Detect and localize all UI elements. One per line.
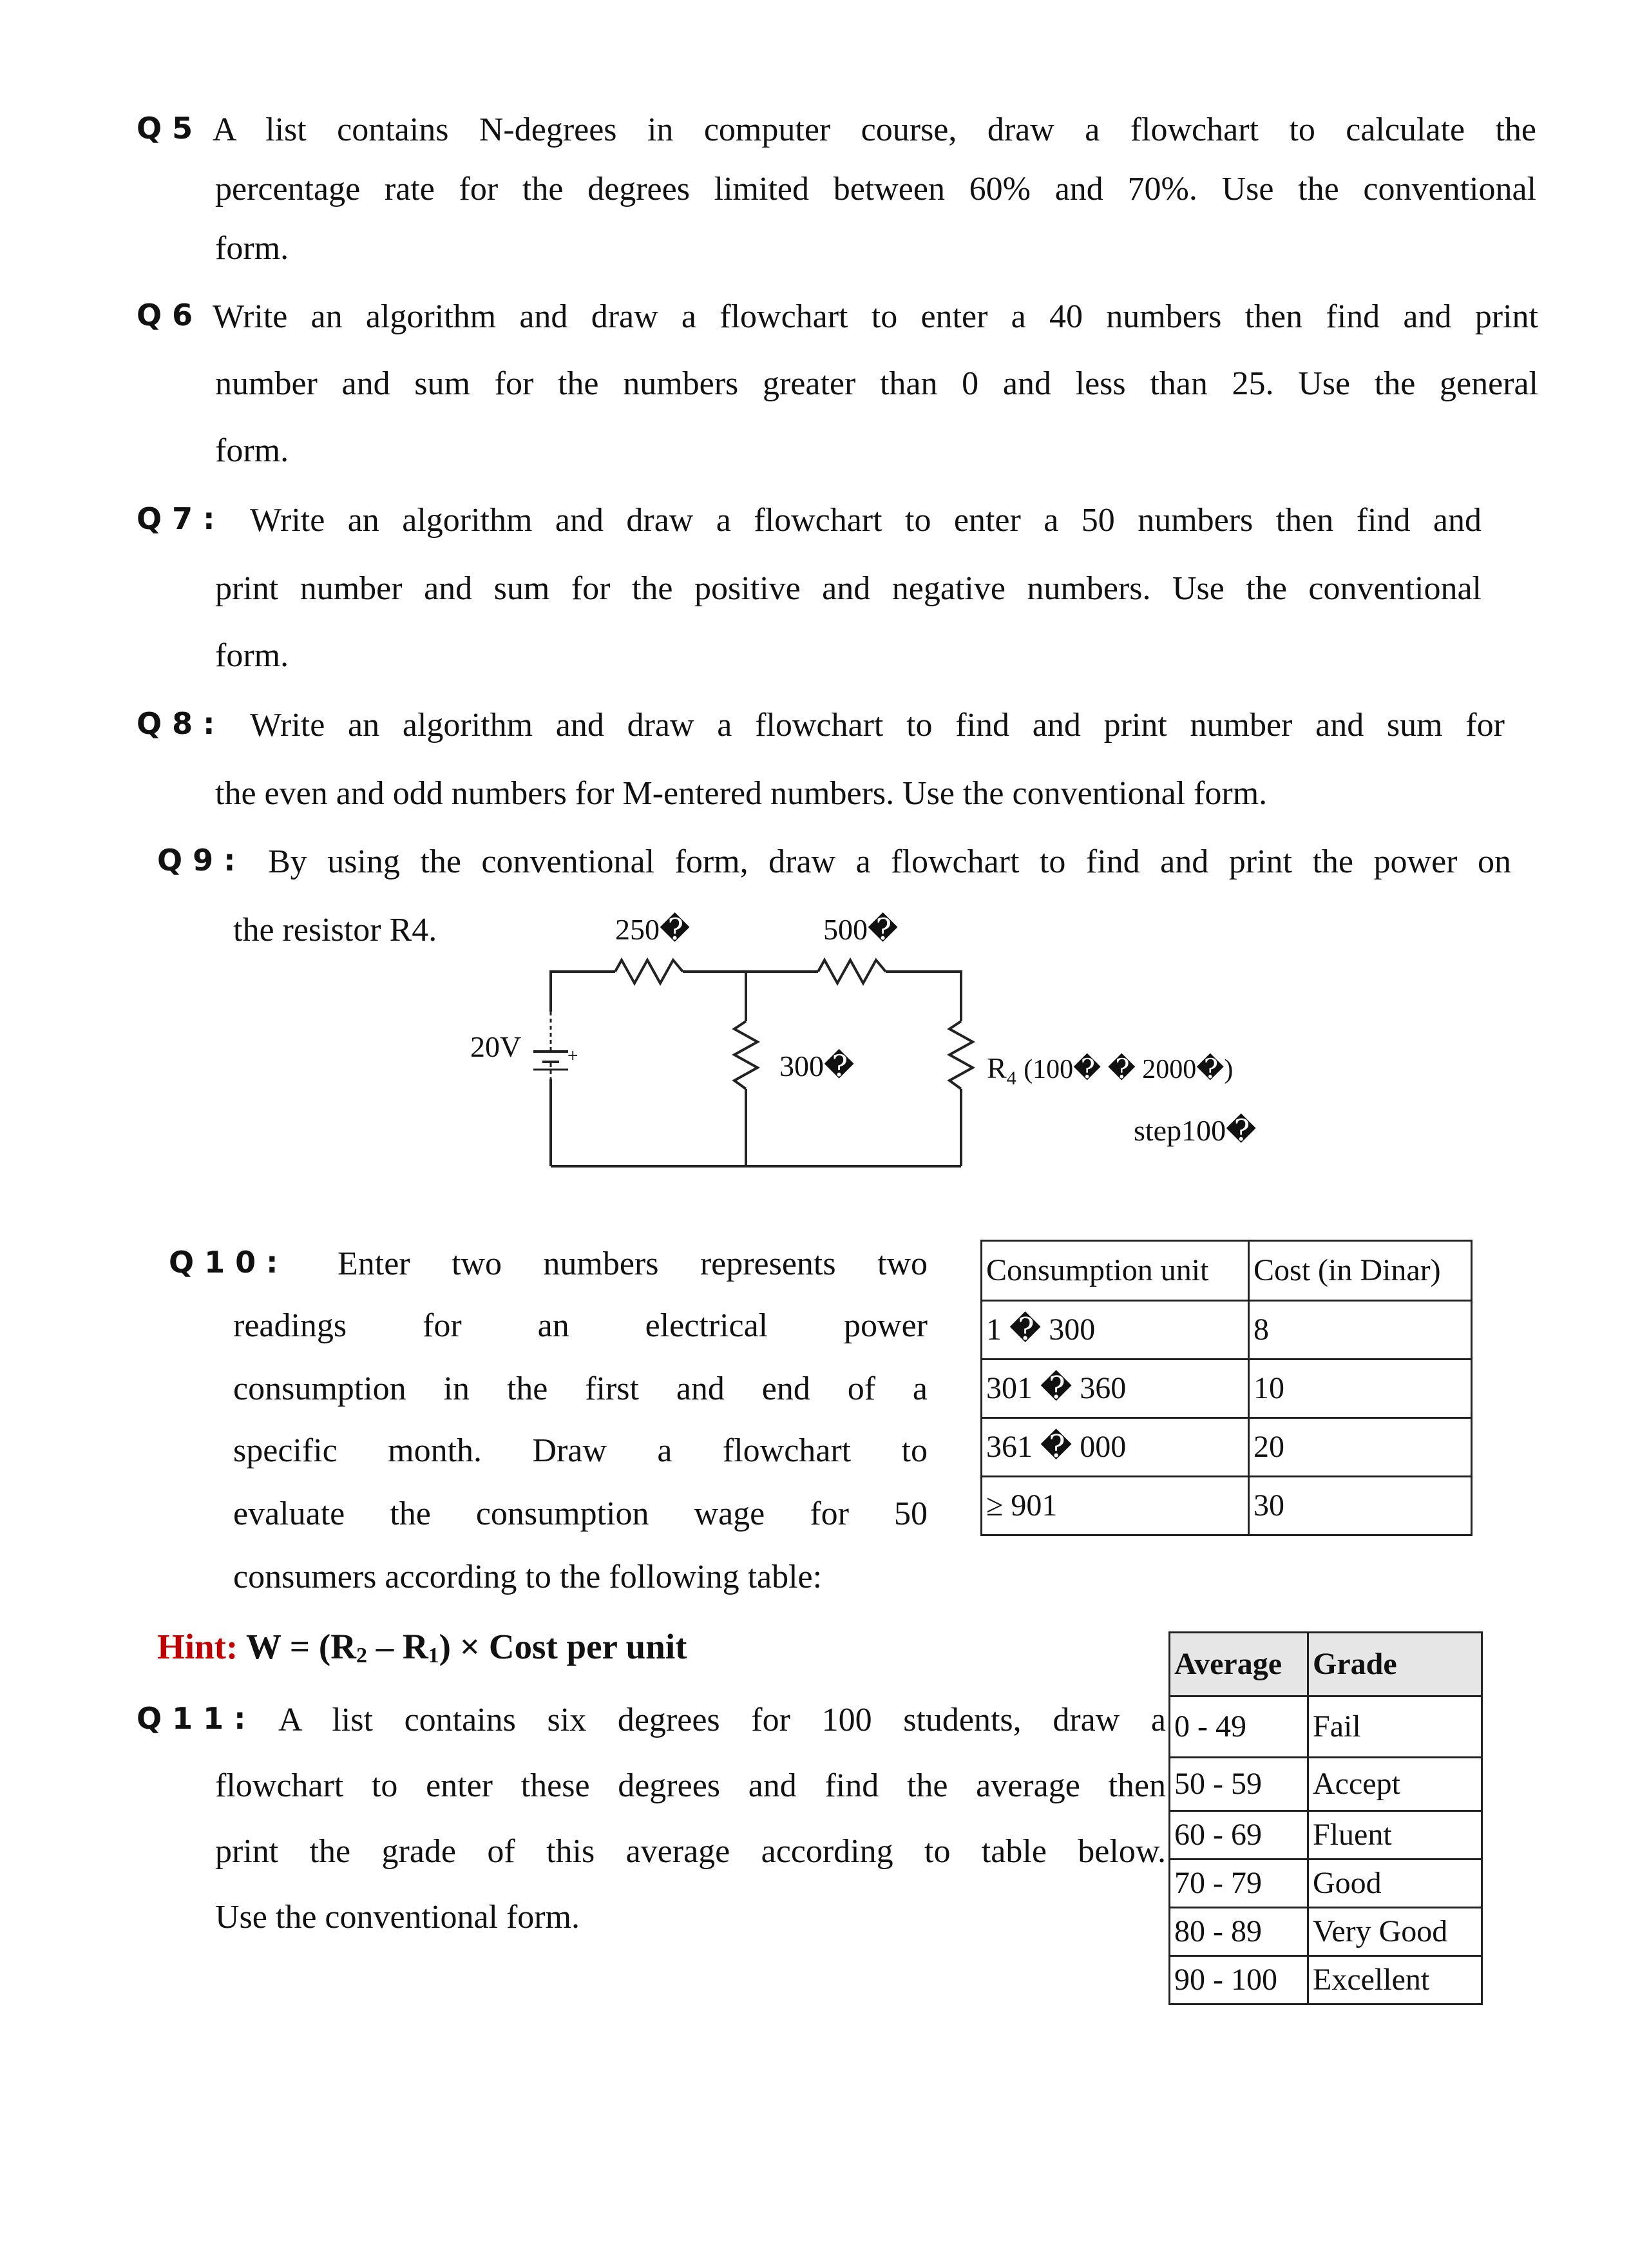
q5-line-2: percentage rate for the degrees limited between 60% and 70%. Use the conventional bbox=[215, 171, 1536, 207]
grade-average: 80 - 89 bbox=[1170, 1908, 1308, 1956]
table-row bbox=[1170, 1908, 1482, 1956]
grade-table bbox=[1168, 1631, 1483, 2005]
resistor-r4-label: $R_4$ (100� � 2000�) bbox=[987, 1052, 1234, 1090]
table-row bbox=[1170, 1860, 1482, 1908]
hint-formula: Hint: $W = (R_2 - R_1)$ × Cost per unit bbox=[157, 1627, 687, 1667]
grade-average: 70 - 79 bbox=[1170, 1860, 1308, 1908]
consumption-header-cost: Cost (in Dinar) bbox=[1249, 1241, 1472, 1301]
grade-value: Good bbox=[1308, 1860, 1482, 1908]
source-label: 20V bbox=[470, 1030, 522, 1063]
resistor-r4-zigzag bbox=[949, 1021, 973, 1089]
grade-header-average: Average bbox=[1170, 1633, 1308, 1696]
table-row bbox=[1170, 1696, 1482, 1758]
q10-line-2: readings for an electrical power bbox=[233, 1307, 928, 1344]
grade-average: 90 - 100 bbox=[1170, 1956, 1308, 2004]
table-row bbox=[982, 1301, 1472, 1360]
q11-line-3: print the grade of this average according to table below. bbox=[215, 1833, 1166, 1870]
q5-label: Q 5 bbox=[137, 111, 193, 146]
consumption-header-unit: Consumption unit bbox=[982, 1241, 1249, 1301]
q10-line-6: consumers according to the following table: bbox=[233, 1559, 823, 1595]
grade-value: Excellent bbox=[1308, 1956, 1482, 2004]
q11-label: Q 1 1 : bbox=[137, 1701, 246, 1736]
consumption-table bbox=[980, 1240, 1473, 1536]
q7-label: Q 7 : bbox=[137, 501, 215, 536]
svg-text:+: + bbox=[567, 1048, 579, 1064]
q11-line-1: A list contains six degrees for 100 students, draw a bbox=[278, 1702, 1166, 1738]
consumption-range: 1 � 300 bbox=[982, 1301, 1249, 1360]
q7-line-1: Write an algorithm and draw a flowchart to enter a 50 numbers then find and bbox=[250, 502, 1482, 539]
consumption-range: 361 � 000 bbox=[982, 1418, 1249, 1477]
q11-line-4: Use the conventional form. bbox=[215, 1899, 580, 1936]
consumption-cost: 10 bbox=[1249, 1360, 1472, 1418]
battery-symbol bbox=[533, 1012, 578, 1079]
grade-header-row bbox=[1170, 1633, 1482, 1696]
grade-value: Fail bbox=[1308, 1696, 1482, 1758]
q6-line-1: Write an algorithm and draw a flowchart to enter a 40 numbers then find and print bbox=[213, 298, 1538, 335]
consumption-cost: 30 bbox=[1249, 1477, 1472, 1535]
consumption-cost: 8 bbox=[1249, 1301, 1472, 1360]
grade-average: 0 - 49 bbox=[1170, 1696, 1308, 1758]
table-row bbox=[982, 1360, 1472, 1418]
resistor-500-label: 500� bbox=[823, 913, 899, 946]
consumption-cost: 20 bbox=[1249, 1418, 1472, 1477]
grade-value: Very Good bbox=[1308, 1908, 1482, 1956]
resistor-300-label: 300� bbox=[779, 1050, 855, 1082]
q10-line-3: consumption in the first and end of a bbox=[233, 1370, 928, 1407]
grade-header-grade: Grade bbox=[1308, 1633, 1482, 1696]
q5-line-3: form. bbox=[215, 230, 289, 267]
q9-label: Q 9 : bbox=[157, 843, 236, 878]
hint-label: Hint: bbox=[157, 1627, 238, 1666]
table-row bbox=[1170, 1956, 1482, 2004]
grade-average: 50 - 59 bbox=[1170, 1758, 1308, 1811]
q8-line-1: Write an algorithm and draw a flowchart to find and print number and sum for bbox=[250, 707, 1505, 744]
q6-label: Q 6 bbox=[137, 298, 193, 332]
q5-line-1: A list contains N-degrees in computer course, draw a flowchart to calculate the bbox=[213, 111, 1536, 148]
step-label: step100� bbox=[1134, 1114, 1257, 1147]
resistor-250-label: 250� bbox=[615, 913, 691, 946]
table-row bbox=[1170, 1758, 1482, 1811]
q10-line-1: Enter two numbers represents two bbox=[338, 1245, 928, 1282]
q7-line-2: print number and sum for the positive and negative numbers. Use the conventional bbox=[215, 570, 1482, 607]
resistor-250-zigzag bbox=[615, 960, 683, 983]
grade-value: Accept bbox=[1308, 1758, 1482, 1811]
consumption-range: 301 � 360 bbox=[982, 1360, 1249, 1418]
table-row bbox=[982, 1477, 1472, 1535]
q11-line-2: flowchart to enter these degrees and find the average then bbox=[215, 1767, 1166, 1804]
q6-line-2: number and sum for the numbers greater than 0 and less than 25. Use the general bbox=[215, 365, 1538, 402]
table-row bbox=[982, 1418, 1472, 1477]
q9-line-2: the resistor R4. bbox=[233, 912, 437, 948]
q7-line-3: form. bbox=[215, 637, 289, 674]
q9-line-1: By using the conventional form, draw a flowchart to find and print the power on bbox=[268, 843, 1511, 880]
resistor-300-zigzag bbox=[734, 1021, 758, 1089]
consumption-range: ≥ 901 bbox=[982, 1477, 1249, 1535]
resistor-500-zigzag bbox=[818, 960, 886, 983]
top-left-wire bbox=[551, 972, 615, 1012]
q8-line-2: the even and odd numbers for M-entered numbers. Use the conventional form. bbox=[215, 775, 1268, 812]
q10-line-5: evaluate the consumption wage for 50 bbox=[233, 1495, 928, 1532]
grade-value: Fluent bbox=[1308, 1811, 1482, 1860]
q10-label: Q 1 0 : bbox=[169, 1245, 278, 1280]
grade-average: 60 - 69 bbox=[1170, 1811, 1308, 1860]
top-right-wire bbox=[886, 972, 961, 1021]
q8-label: Q 8 : bbox=[137, 706, 215, 741]
q6-line-3: form. bbox=[215, 432, 289, 469]
table-row bbox=[1170, 1811, 1482, 1860]
consumption-header-row bbox=[982, 1241, 1472, 1301]
q10-line-4: specific month. Draw a flowchart to bbox=[233, 1432, 928, 1469]
